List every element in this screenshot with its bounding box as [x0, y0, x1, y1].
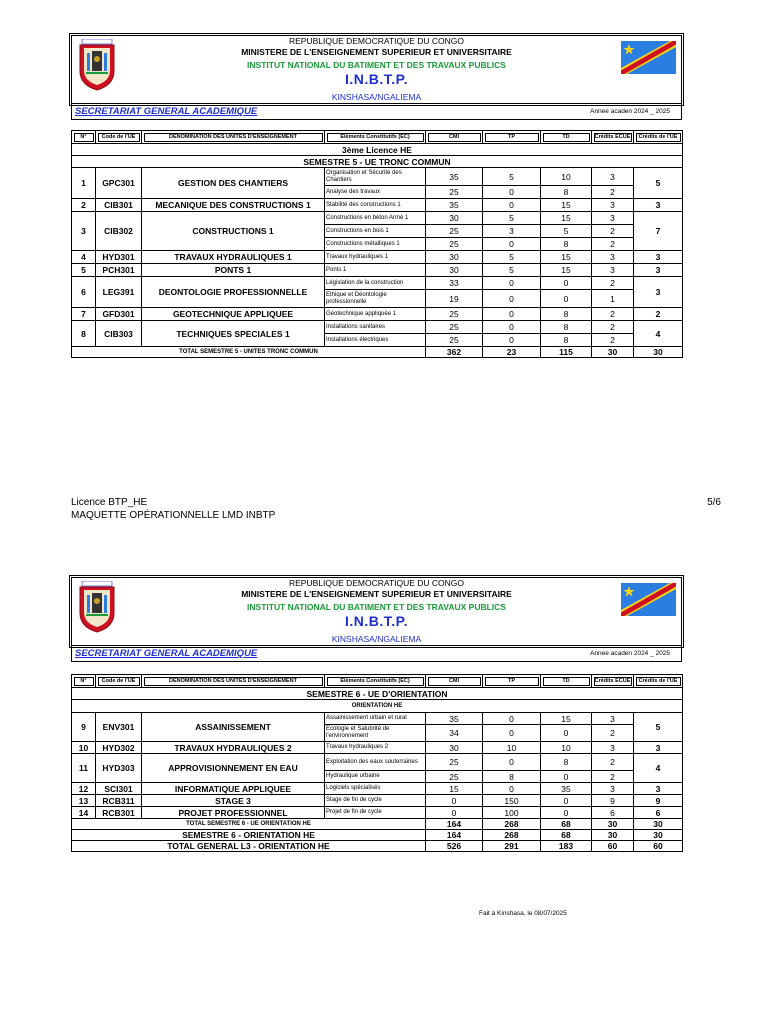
ec-name: Ethique et Déontologie professionnelle — [325, 290, 426, 308]
column-header: Crédits de l'UE — [634, 131, 683, 144]
ec-name: Constructions en béton Armé 1 — [325, 212, 426, 225]
ec-tp: 0 — [483, 754, 541, 771]
ec-td: 35 — [541, 783, 592, 795]
ec-credits: 2 — [592, 238, 634, 251]
unit-code: SCI301 — [96, 783, 142, 795]
unit-credits: 5 — [634, 713, 683, 742]
total-cr: 60 — [592, 841, 634, 852]
semester5-body — [72, 144, 683, 358]
ec-cmi: 25 — [426, 186, 483, 199]
ec-cmi: 33 — [426, 277, 483, 290]
institute-location: KINSHASA/NGALIEMA — [331, 634, 422, 644]
ec-cmi: 30 — [426, 251, 483, 264]
signature-line: Fait à Kinshasa, le 08/07/2025 — [479, 910, 567, 917]
ec-cmi: 15 — [426, 783, 483, 795]
column-header: Crédits ECUE — [592, 675, 634, 688]
ec-tp: 0 — [483, 277, 541, 290]
table-row — [72, 264, 683, 277]
ec-credits: 1 — [592, 290, 634, 308]
ec-tp: 100 — [483, 807, 541, 819]
ec-name: Analyse des travaux — [325, 186, 426, 199]
ec-td: 0 — [541, 795, 592, 807]
total-cmi: 164 — [426, 830, 483, 841]
table-row — [72, 754, 683, 771]
ec-td: 15 — [541, 212, 592, 225]
unit-code: ENV301 — [96, 713, 142, 742]
ec-cmi: 0 — [426, 795, 483, 807]
ec-cmi: 25 — [426, 225, 483, 238]
ec-credits: 3 — [592, 168, 634, 186]
table-row — [72, 212, 683, 225]
ec-td: 10 — [541, 168, 592, 186]
secretariat-bar — [71, 104, 682, 120]
level-row — [72, 144, 683, 156]
unit-credits: 9 — [634, 795, 683, 807]
ec-cmi: 30 — [426, 212, 483, 225]
ec-tp: 3 — [483, 225, 541, 238]
ec-credits: 2 — [592, 186, 634, 199]
ec-tp: 0 — [483, 308, 541, 321]
document-block-semester6 — [71, 577, 682, 852]
ec-name: Installations électriques — [325, 334, 426, 347]
column-header: TD — [541, 675, 592, 688]
ec-cmi: 25 — [426, 308, 483, 321]
ec-cmi: 25 — [426, 238, 483, 251]
ec-tp: 5 — [483, 251, 541, 264]
academic-year: Annee acaden 2024 _ 2025 — [590, 108, 670, 115]
unit-code: HYD302 — [96, 742, 142, 754]
institution-header — [71, 35, 682, 104]
ec-cmi: 30 — [426, 742, 483, 754]
column-header: DENOMINATION DES UNITES D'ENSEIGNEMENT — [142, 675, 325, 688]
ec-name: Ecologie et Salubrité de l'environnement — [325, 725, 426, 742]
table-row — [72, 308, 683, 321]
ec-cmi: 19 — [426, 290, 483, 308]
semester6-body — [72, 688, 683, 852]
document-block-semester5 — [71, 35, 682, 358]
total-row — [72, 819, 683, 830]
unit-credits: 4 — [634, 321, 683, 347]
ec-tp: 0 — [483, 199, 541, 212]
table-header-row — [72, 131, 683, 144]
column-header: TP — [483, 131, 541, 144]
ec-cmi: 0 — [426, 807, 483, 819]
ec-name: Installations sanitaires — [325, 321, 426, 334]
total-cu: 30 — [634, 830, 683, 841]
ministry-name: MINISTERE DE L'ENSEIGNEMENT SUPERIEUR ET UNIVERSITAIRE — [241, 589, 512, 599]
unit-code: CIB303 — [96, 321, 142, 347]
ec-tp: 0 — [483, 725, 541, 742]
ec-td: 15 — [541, 199, 592, 212]
total-row — [72, 830, 683, 841]
ministry-name: MINISTERE DE L'ENSEIGNEMENT SUPERIEUR ET UNIVERSITAIRE — [241, 47, 512, 57]
ec-name: Organisation et Sécurité des Chantiers — [325, 168, 426, 186]
column-header: Eléments Constitutifs (EC) — [325, 131, 426, 144]
column-header: TD — [541, 131, 592, 144]
secretariat-title: SECRETARIAT GENERAL ACADEMIQUE — [75, 648, 258, 659]
unit-number: 14 — [72, 807, 96, 819]
ec-name: Exploitation des eaux souterraines — [325, 754, 426, 771]
unit-name: APPROVISIONNEMENT EN EAU — [142, 754, 325, 783]
unit-credits: 7 — [634, 212, 683, 251]
column-header: TP — [483, 675, 541, 688]
total-label: TOTAL SEMESTRE 5 - UNITES TRONC COMMUN — [72, 347, 426, 358]
unit-number: 1 — [72, 168, 96, 199]
unit-credits: 3 — [634, 199, 683, 212]
ec-name: Constructions métalliques 1 — [325, 238, 426, 251]
footer-licence: Licence BTP_HE — [71, 497, 148, 508]
unit-number: 3 — [72, 212, 96, 251]
level-row-label: 3ème Licence HE — [72, 144, 683, 156]
ec-tp: 5 — [483, 168, 541, 186]
ec-cmi: 30 — [426, 264, 483, 277]
ec-cmi: 25 — [426, 771, 483, 783]
ec-cmi: 35 — [426, 199, 483, 212]
unit-number: 13 — [72, 795, 96, 807]
total-cr: 30 — [592, 830, 634, 841]
ec-name: Travaux hydrauliques 2 — [325, 742, 426, 754]
ec-name: Logiciels spécialisés — [325, 783, 426, 795]
ec-name: Législation de la construction — [325, 277, 426, 290]
ec-td: 15 — [541, 251, 592, 264]
unit-number: 7 — [72, 308, 96, 321]
ec-td: 15 — [541, 713, 592, 725]
ec-tp: 0 — [483, 783, 541, 795]
total-label: TOTAL GENERAL L3 - ORIENTATION HE — [72, 841, 426, 852]
ec-credits: 2 — [592, 725, 634, 742]
unit-number: 8 — [72, 321, 96, 347]
ec-tp: 8 — [483, 771, 541, 783]
unit-name: ASSAINISSEMENT — [142, 713, 325, 742]
ec-name: Ponts 1 — [325, 264, 426, 277]
republic-name: REPUBLIQUE DEMOCRATIQUE DU CONGO — [288, 36, 465, 46]
page-number: 5/6 — [707, 497, 721, 508]
unit-code: GFD301 — [96, 308, 142, 321]
total-tp: 291 — [483, 841, 541, 852]
unit-credits: 3 — [634, 742, 683, 754]
academic-year: Annee acaden 2024 _ 2025 — [590, 650, 670, 657]
drc-flag-icon — [621, 583, 676, 616]
unit-code: HYD301 — [96, 251, 142, 264]
unit-number: 11 — [72, 754, 96, 783]
semester-title-row — [72, 688, 683, 700]
total-cr: 30 — [592, 819, 634, 830]
table-row — [72, 277, 683, 290]
ec-cmi: 35 — [426, 168, 483, 186]
unit-credits: 2 — [634, 308, 683, 321]
table-header-row — [72, 675, 683, 688]
ec-credits: 2 — [592, 277, 634, 290]
ec-tp: 0 — [483, 713, 541, 725]
total-cu: 30 — [634, 819, 683, 830]
semester-title-row-label: SEMESTRE 6 - UE D'ORIENTATION — [72, 688, 683, 700]
ec-name: Projet de fin de cycle — [325, 807, 426, 819]
unit-name: GESTION DES CHANTIERS — [142, 168, 325, 199]
column-header: CMI — [426, 131, 483, 144]
table-row — [72, 168, 683, 186]
ec-td: 0 — [541, 277, 592, 290]
secretariat-bar — [71, 646, 682, 662]
unit-name: DEONTOLOGIE PROFESSIONNELLE — [142, 277, 325, 308]
total-row — [72, 347, 683, 358]
total-cmi: 526 — [426, 841, 483, 852]
ec-td: 8 — [541, 308, 592, 321]
footer-maquette: MAQUETTE OPÉRATIONNELLE LMD INBTP — [71, 510, 276, 521]
unit-name: MECANIQUE DES CONSTRUCTIONS 1 — [142, 199, 325, 212]
ec-td: 15 — [541, 264, 592, 277]
column-header: Code de l'UE — [96, 675, 142, 688]
unit-code: PCH301 — [96, 264, 142, 277]
ec-credits: 3 — [592, 742, 634, 754]
ec-tp: 10 — [483, 742, 541, 754]
total-label: TOTAL SEMESTRE 6 - UE ORIENTATION HE — [72, 819, 426, 830]
unit-number: 6 — [72, 277, 96, 308]
total-tp: 268 — [483, 819, 541, 830]
ec-credits: 3 — [592, 713, 634, 725]
unit-name: TRAVAUX HYDRAULIQUES 1 — [142, 251, 325, 264]
ec-td: 8 — [541, 321, 592, 334]
table-row — [72, 807, 683, 819]
ec-credits: 2 — [592, 334, 634, 347]
unit-name: CONSTRUCTIONS 1 — [142, 212, 325, 251]
unit-code: RCB311 — [96, 795, 142, 807]
ec-credits: 2 — [592, 754, 634, 771]
unit-credits: 6 — [634, 807, 683, 819]
institute-name: INSTITUT NATIONAL DU BATIMENT ET DES TRAVAUX PUBLICS — [247, 60, 506, 70]
semester-title-row-label: SEMESTRE 5 - UE TRONC COMMUN — [72, 156, 683, 168]
ec-name: Géotechnique appliquée 1 — [325, 308, 426, 321]
ec-tp: 0 — [483, 290, 541, 308]
unit-number: 4 — [72, 251, 96, 264]
unit-name: TRAVAUX HYDRAULIQUES 2 — [142, 742, 325, 754]
unit-name: GEOTECHNIQUE APPLIQUEE — [142, 308, 325, 321]
orientation-row — [72, 700, 683, 713]
table-row — [72, 795, 683, 807]
unit-credits: 5 — [634, 168, 683, 199]
total-cr: 30 — [592, 347, 634, 358]
total-cu: 30 — [634, 347, 683, 358]
unit-code: CIB302 — [96, 212, 142, 251]
total-label: SEMESTRE 6 - ORIENTATION HE — [72, 830, 426, 841]
ec-cmi: 25 — [426, 321, 483, 334]
total-cmi: 362 — [426, 347, 483, 358]
ec-cmi: 25 — [426, 754, 483, 771]
institute-name: INSTITUT NATIONAL DU BATIMENT ET DES TRAVAUX PUBLICS — [247, 602, 506, 612]
orientation-row-label: ORIENTATION HE — [72, 700, 683, 713]
ec-name: Assainissement urbain et rural — [325, 713, 426, 725]
ec-credits: 9 — [592, 795, 634, 807]
republic-name: REPUBLIQUE DEMOCRATIQUE DU CONGO — [288, 578, 465, 588]
ec-name: Stabilité des constructions 1 — [325, 199, 426, 212]
table-row — [72, 742, 683, 754]
ec-tp: 5 — [483, 212, 541, 225]
ec-name: Constructions en bois 1 — [325, 225, 426, 238]
ec-tp: 0 — [483, 186, 541, 199]
column-header: Code de l'UE — [96, 131, 142, 144]
total-td: 115 — [541, 347, 592, 358]
unit-number: 10 — [72, 742, 96, 754]
total-td: 68 — [541, 819, 592, 830]
unit-code: RCB301 — [96, 807, 142, 819]
ec-credits: 2 — [592, 771, 634, 783]
ec-name: Travaux hydrauliques 1 — [325, 251, 426, 264]
ec-credits: 6 — [592, 807, 634, 819]
ec-credits: 2 — [592, 321, 634, 334]
ec-td: 8 — [541, 186, 592, 199]
ec-name: Stage de fin de cycle — [325, 795, 426, 807]
table-row — [72, 251, 683, 264]
column-header: N° — [72, 131, 96, 144]
table-row — [72, 783, 683, 795]
total-tp: 23 — [483, 347, 541, 358]
unit-number: 5 — [72, 264, 96, 277]
ec-cmi: 34 — [426, 725, 483, 742]
unit-code: HYD303 — [96, 754, 142, 783]
column-header: Eléments Constitutifs (EC) — [325, 675, 426, 688]
unit-number: 12 — [72, 783, 96, 795]
table-row — [72, 713, 683, 725]
total-td: 68 — [541, 830, 592, 841]
unit-name: TECHNIQUES SPECIALES 1 — [142, 321, 325, 347]
drc-flag-icon — [621, 41, 676, 74]
ec-credits: 3 — [592, 199, 634, 212]
ec-tp: 0 — [483, 238, 541, 251]
total-cmi: 164 — [426, 819, 483, 830]
semester5-table — [71, 130, 683, 358]
ec-td: 8 — [541, 334, 592, 347]
total-cu: 60 — [634, 841, 683, 852]
ec-credits: 2 — [592, 308, 634, 321]
ec-td: 0 — [541, 290, 592, 308]
ec-credits: 2 — [592, 225, 634, 238]
column-header: CMI — [426, 675, 483, 688]
unit-name: STAGE 3 — [142, 795, 325, 807]
ec-td: 0 — [541, 725, 592, 742]
unit-code: LEG391 — [96, 277, 142, 308]
ec-tp: 0 — [483, 334, 541, 347]
unit-credits: 3 — [634, 277, 683, 308]
table-row — [72, 199, 683, 212]
semester-title-row — [72, 156, 683, 168]
unit-code: GPC301 — [96, 168, 142, 199]
unit-number: 9 — [72, 713, 96, 742]
unit-name: INFORMATIQUE APPLIQUEE — [142, 783, 325, 795]
unit-credits: 3 — [634, 251, 683, 264]
ec-cmi: 25 — [426, 334, 483, 347]
column-header: N° — [72, 675, 96, 688]
ec-cmi: 35 — [426, 713, 483, 725]
institute-location: KINSHASA/NGALIEMA — [331, 92, 422, 102]
unit-code: CIB301 — [96, 199, 142, 212]
ec-credits: 3 — [592, 783, 634, 795]
table-row — [72, 321, 683, 334]
secretariat-title: SECRETARIAT GENERAL ACADEMIQUE — [75, 106, 258, 117]
ec-td: 8 — [541, 754, 592, 771]
unit-credits: 3 — [634, 783, 683, 795]
ec-td: 5 — [541, 225, 592, 238]
ec-tp: 150 — [483, 795, 541, 807]
column-header: Crédits de l'UE — [634, 675, 683, 688]
institution-header — [71, 577, 682, 646]
ec-td: 10 — [541, 742, 592, 754]
unit-name: PONTS 1 — [142, 264, 325, 277]
unit-number: 2 — [72, 199, 96, 212]
ec-credits: 3 — [592, 264, 634, 277]
ec-credits: 3 — [592, 212, 634, 225]
institute-acronym: I.N.B.T.P. — [344, 613, 409, 629]
ec-tp: 0 — [483, 321, 541, 334]
ec-tp: 5 — [483, 264, 541, 277]
column-header: Crédits ECUE — [592, 131, 634, 144]
ec-td: 0 — [541, 771, 592, 783]
semester6-table — [71, 674, 683, 852]
unit-name: PROJET PROFESSIONNEL — [142, 807, 325, 819]
total-row — [72, 841, 683, 852]
ec-td: 0 — [541, 807, 592, 819]
column-header: DENOMINATION DES UNITES D'ENSEIGNEMENT — [142, 131, 325, 144]
total-tp: 268 — [483, 830, 541, 841]
ec-credits: 3 — [592, 251, 634, 264]
total-td: 183 — [541, 841, 592, 852]
ec-name: Hydraulique urbaine — [325, 771, 426, 783]
ec-td: 8 — [541, 238, 592, 251]
institute-acronym: I.N.B.T.P. — [344, 71, 409, 87]
unit-credits: 3 — [634, 264, 683, 277]
unit-credits: 4 — [634, 754, 683, 783]
